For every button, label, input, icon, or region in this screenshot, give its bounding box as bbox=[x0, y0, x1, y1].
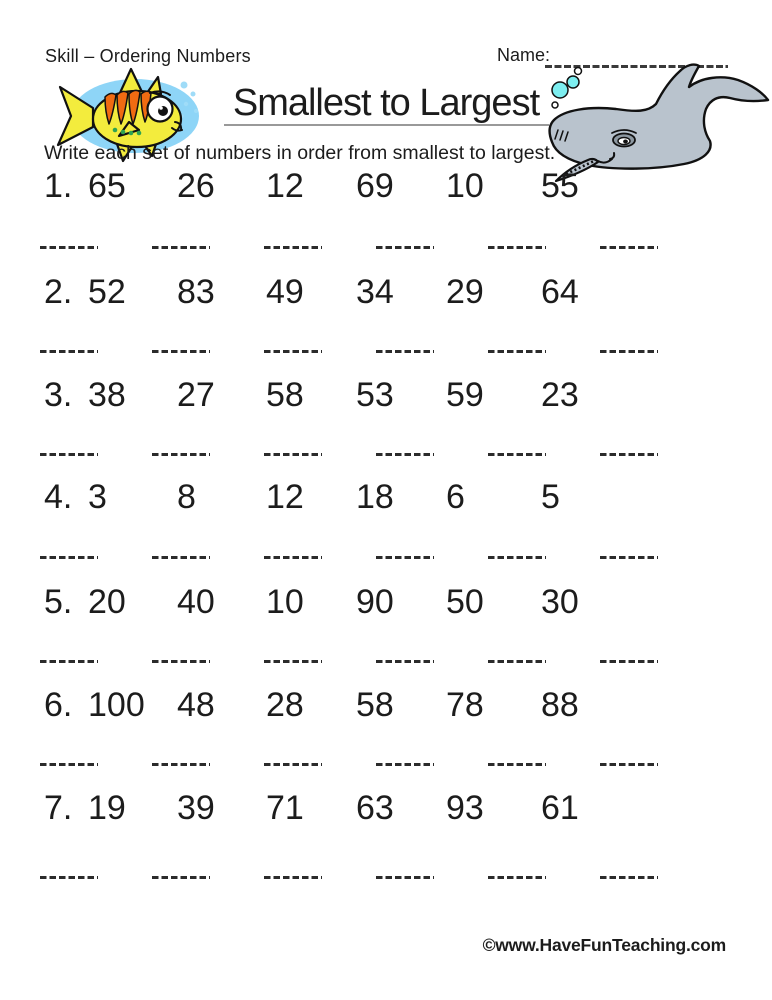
answer-blank[interactable] bbox=[488, 556, 546, 559]
answer-blank[interactable] bbox=[264, 763, 322, 766]
problem-value: 10 bbox=[266, 583, 304, 621]
bubbles-icon bbox=[552, 68, 582, 109]
page-title: Smallest to Largest bbox=[232, 82, 540, 124]
problem-value: 27 bbox=[177, 376, 215, 414]
problem-row bbox=[0, 168, 772, 208]
name-label: Name: bbox=[497, 45, 551, 65]
problem-value: 49 bbox=[266, 273, 304, 311]
answer-blank[interactable] bbox=[376, 453, 434, 456]
answer-blank[interactable] bbox=[264, 246, 322, 249]
problem-value: 71 bbox=[266, 789, 304, 827]
answer-blank[interactable] bbox=[376, 556, 434, 559]
answer-blank[interactable] bbox=[152, 763, 210, 766]
problem-value: 69 bbox=[356, 167, 394, 205]
answer-blanks-row bbox=[0, 246, 772, 251]
problem-value: 3 bbox=[88, 478, 107, 516]
answer-blank[interactable] bbox=[488, 763, 546, 766]
problem-value: 52 bbox=[88, 273, 126, 311]
problem-value: 58 bbox=[266, 376, 304, 414]
problem-row bbox=[0, 687, 772, 727]
answer-blanks-row bbox=[0, 556, 772, 561]
answer-blank[interactable] bbox=[40, 246, 98, 249]
problem-value: 61 bbox=[541, 789, 579, 827]
problem-value: 26 bbox=[177, 167, 215, 205]
answer-blank[interactable] bbox=[376, 660, 434, 663]
problem-number: 1. bbox=[44, 167, 73, 205]
answer-blanks-row bbox=[0, 876, 772, 881]
answer-blank[interactable] bbox=[600, 350, 658, 353]
problem-value: 48 bbox=[177, 686, 215, 724]
answer-blank[interactable] bbox=[40, 350, 98, 353]
problem-value: 23 bbox=[541, 376, 579, 414]
problem-value: 100 bbox=[88, 686, 145, 724]
answer-blank[interactable] bbox=[488, 876, 546, 879]
answer-blanks-row bbox=[0, 350, 772, 355]
problem-value: 28 bbox=[266, 686, 304, 724]
answer-blank[interactable] bbox=[488, 350, 546, 353]
title-underline bbox=[224, 124, 549, 126]
problem-value: 90 bbox=[356, 583, 394, 621]
answer-blank[interactable] bbox=[376, 246, 434, 249]
answer-blank[interactable] bbox=[152, 660, 210, 663]
problem-number: 2. bbox=[44, 273, 73, 311]
problem-value: 83 bbox=[177, 273, 215, 311]
answer-blank[interactable] bbox=[600, 876, 658, 879]
problem-value: 59 bbox=[446, 376, 484, 414]
problem-value: 19 bbox=[88, 789, 126, 827]
answer-blank[interactable] bbox=[376, 350, 434, 353]
problem-value: 8 bbox=[177, 478, 196, 516]
answer-blank[interactable] bbox=[488, 453, 546, 456]
answer-blank[interactable] bbox=[40, 660, 98, 663]
answer-blank[interactable] bbox=[152, 453, 210, 456]
instruction-text: Write each set of numbers in order from smallest to largest. bbox=[44, 142, 556, 164]
problem-number: 4. bbox=[44, 478, 73, 516]
problem-number: 3. bbox=[44, 376, 73, 414]
problem-value: 50 bbox=[446, 583, 484, 621]
answer-blank[interactable] bbox=[40, 876, 98, 879]
problem-value: 53 bbox=[356, 376, 394, 414]
problem-value: 63 bbox=[356, 789, 394, 827]
answer-blanks-row bbox=[0, 763, 772, 768]
problem-row bbox=[0, 790, 772, 830]
problem-row bbox=[0, 274, 772, 314]
answer-blank[interactable] bbox=[600, 660, 658, 663]
answer-blank[interactable] bbox=[152, 246, 210, 249]
answer-blank[interactable] bbox=[264, 350, 322, 353]
answer-blank[interactable] bbox=[600, 246, 658, 249]
answer-blank[interactable] bbox=[264, 876, 322, 879]
problem-value: 58 bbox=[356, 686, 394, 724]
problem-number: 7. bbox=[44, 789, 73, 827]
problem-value: 38 bbox=[88, 376, 126, 414]
answer-blank[interactable] bbox=[488, 660, 546, 663]
answer-blank[interactable] bbox=[488, 246, 546, 249]
problem-value: 10 bbox=[446, 167, 484, 205]
answer-blanks-row bbox=[0, 453, 772, 458]
problem-number: 6. bbox=[44, 686, 73, 724]
problem-row bbox=[0, 377, 772, 417]
answer-blank[interactable] bbox=[152, 556, 210, 559]
problem-value: 55 bbox=[541, 167, 579, 205]
problem-row bbox=[0, 479, 772, 519]
problem-value: 88 bbox=[541, 686, 579, 724]
problem-value: 29 bbox=[446, 273, 484, 311]
problem-value: 12 bbox=[266, 167, 304, 205]
problem-value: 40 bbox=[177, 583, 215, 621]
problem-value: 30 bbox=[541, 583, 579, 621]
problem-number: 5. bbox=[44, 583, 73, 621]
problem-value: 34 bbox=[356, 273, 394, 311]
problem-row bbox=[0, 584, 772, 624]
skill-label: Skill – Ordering Numbers bbox=[45, 46, 251, 66]
credit-text: ©www.HaveFunTeaching.com bbox=[482, 935, 726, 955]
answer-blank[interactable] bbox=[40, 453, 98, 456]
answer-blank[interactable] bbox=[376, 763, 434, 766]
answer-blank[interactable] bbox=[264, 556, 322, 559]
problem-value: 12 bbox=[266, 478, 304, 516]
problem-value: 6 bbox=[446, 478, 465, 516]
answer-blank[interactable] bbox=[40, 763, 98, 766]
problem-value: 65 bbox=[88, 167, 126, 205]
answer-blanks-row bbox=[0, 660, 772, 665]
answer-blank[interactable] bbox=[152, 876, 210, 879]
problem-value: 18 bbox=[356, 478, 394, 516]
answer-blank[interactable] bbox=[600, 763, 658, 766]
answer-blank[interactable] bbox=[600, 556, 658, 559]
answer-blank[interactable] bbox=[600, 453, 658, 456]
answer-blank[interactable] bbox=[152, 350, 210, 353]
problem-value: 64 bbox=[541, 273, 579, 311]
answer-blank[interactable] bbox=[376, 876, 434, 879]
whale-icon bbox=[543, 62, 772, 184]
problem-value: 93 bbox=[446, 789, 484, 827]
problem-value: 78 bbox=[446, 686, 484, 724]
answer-blank[interactable] bbox=[264, 660, 322, 663]
problem-value: 20 bbox=[88, 583, 126, 621]
answer-blank[interactable] bbox=[40, 556, 98, 559]
problem-value: 5 bbox=[541, 478, 560, 516]
whale-body bbox=[550, 65, 768, 169]
problem-value: 39 bbox=[177, 789, 215, 827]
answer-blank[interactable] bbox=[264, 453, 322, 456]
